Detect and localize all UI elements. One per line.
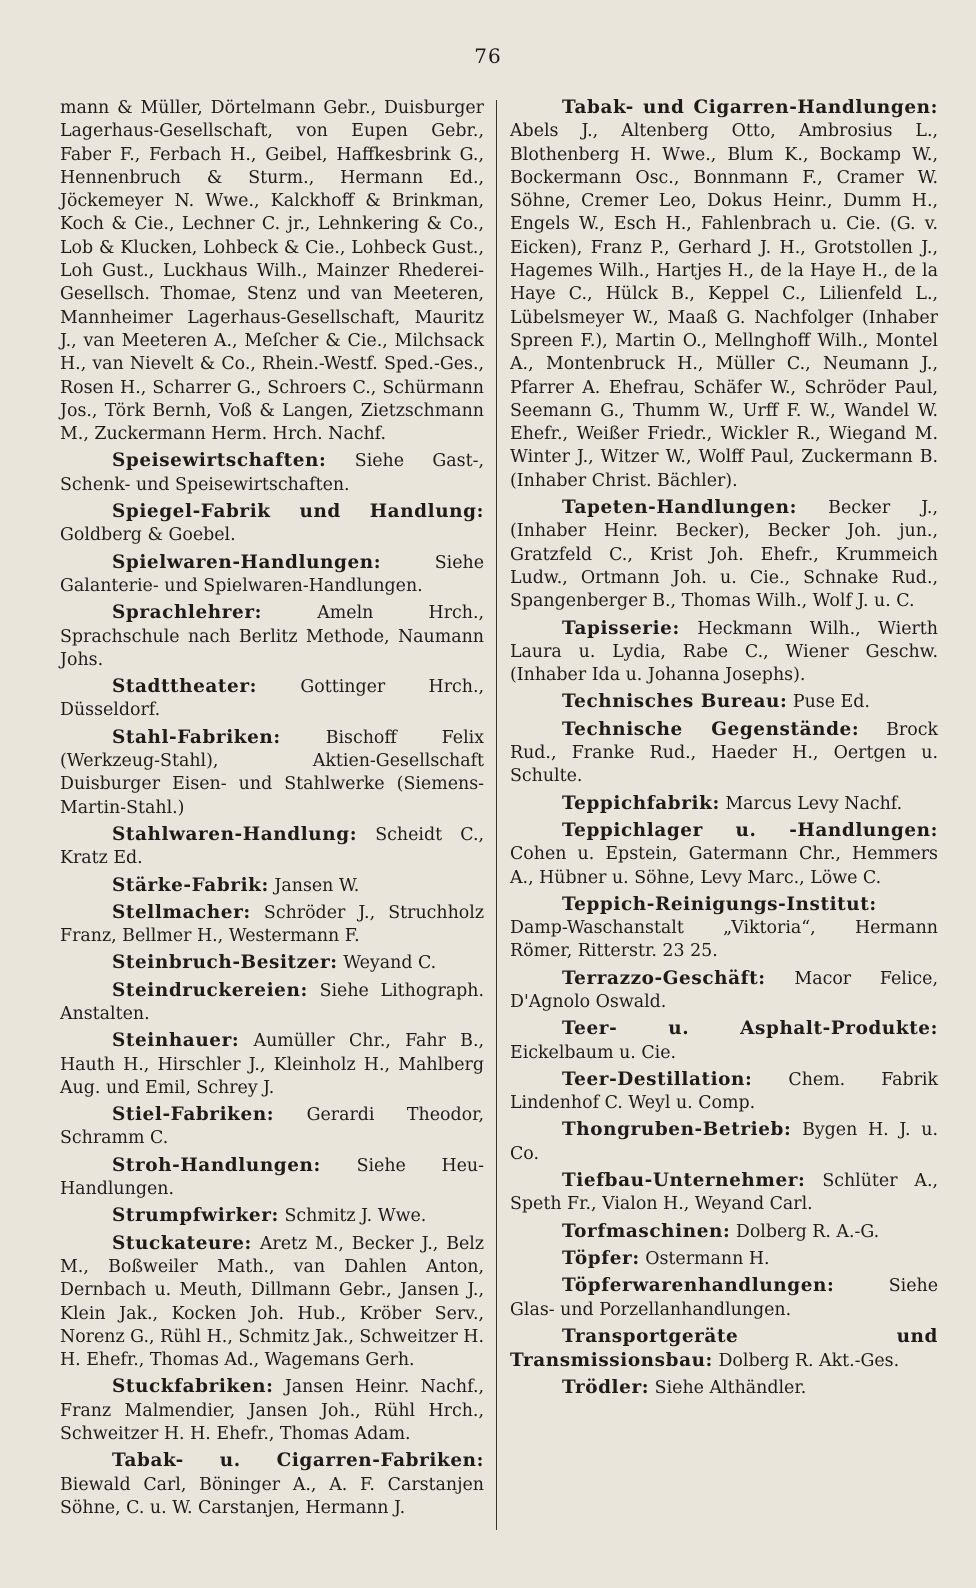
directory-entry xyxy=(60,1029,484,1100)
directory-entry xyxy=(510,1247,938,1271)
directory-entry xyxy=(60,675,484,723)
directory-entry xyxy=(60,1154,484,1202)
entry-text: Cohen u. Epstein, Gatermann Chr., Hemmers A., Hübner u. Söhne, Levy Marc., Löwe C. xyxy=(510,844,938,888)
entry-text: Siehe Glas- und Porzellanhandlungen. xyxy=(510,1276,938,1320)
directory-entry xyxy=(510,1325,938,1374)
directory-entry xyxy=(510,967,938,1015)
category-heading: Teppich-Reinigungs-Institut: xyxy=(562,893,877,915)
entry-text: Eickelbaum u. Cie. xyxy=(510,1042,677,1063)
directory-entry xyxy=(60,979,484,1027)
directory-entry xyxy=(510,1220,938,1244)
directory-entry xyxy=(510,1274,938,1322)
directory-entry xyxy=(510,893,938,964)
directory-entry xyxy=(60,823,484,871)
directory-entry xyxy=(60,951,484,975)
entry-text: Brock Rud., Franke Rud., Haeder H., Oertgen u. Schulte. xyxy=(510,719,938,787)
entry-text: Goldberg & Goebel. xyxy=(60,525,236,546)
category-heading: Steindruckereien: xyxy=(112,979,308,1001)
category-heading: Tapisserie: xyxy=(562,617,680,639)
category-heading: Spielwaren-Handlungen: xyxy=(112,551,382,573)
category-heading: Töpferwarenhandlungen: xyxy=(562,1275,835,1297)
entry-text: Schmitz J. Wwe. xyxy=(284,1206,427,1227)
directory-entry xyxy=(510,1068,938,1116)
entry-text: Scheidt C., Kratz Ed. xyxy=(60,824,484,869)
directory-entry xyxy=(60,1204,484,1228)
category-heading: Sprachlehrer: xyxy=(112,602,263,624)
directory-entry xyxy=(60,1232,484,1373)
category-heading: Thongruben-Betrieb: xyxy=(562,1119,792,1141)
directory-entry xyxy=(60,449,484,497)
entry-text: Gottinger Hrch., Düsseldorf. xyxy=(60,677,485,721)
entry-text: Macor Felice, D'Agnolo Oswald. xyxy=(510,968,938,1012)
category-heading: Töpfer: xyxy=(562,1247,640,1269)
directory-entry xyxy=(510,819,938,890)
directory-entry xyxy=(60,726,484,820)
category-heading: Technisches Bureau: xyxy=(562,691,788,713)
entry-text: Jansen Heinr. Nachf., Franz Malmendier, Jansen Joh., Rühl Hrch., Schweitzer H. H. Ehefr., Thomas Adam. xyxy=(60,1377,485,1445)
entry-text: Siehe Lithograph. Anstalten. xyxy=(60,980,485,1024)
entry-text: Bischoff Felix (Werkzeug-Stahl), Aktien-Gesellschaft Duisburger Eisen- und Stahlwerke (Siemens-Martin-Stahl.) xyxy=(60,727,484,818)
entry-text: Aumüller Chr., Fahr B., Hauth H., Hirschler J., Kleinholz H., Mahlberg Aug. und Emil, Schrey J. xyxy=(60,1031,484,1098)
entry-text: Puse Ed. xyxy=(792,692,870,713)
category-heading: Tabak- und Cigarren-Handlungen: xyxy=(562,97,938,118)
category-heading: Spiegel-Fabrik und Handlung: xyxy=(112,501,484,523)
entry-text: Siehe Althändler. xyxy=(654,1378,807,1399)
category-heading: Stahlwaren-Handlung: xyxy=(112,823,358,845)
entry-text: Marcus Levy Nachf. xyxy=(725,793,903,814)
entry-text: Ameln Hrch., Sprachschule nach Berlitz Methode, Naumann Johs. xyxy=(60,603,484,670)
directory-entry xyxy=(60,96,484,446)
directory-entry xyxy=(510,96,938,493)
category-heading: Teppichlager u. -Handlungen: xyxy=(562,819,938,841)
category-heading: Tiefbau-Unternehmer: xyxy=(562,1170,806,1192)
category-heading: Speisewirtschaften: xyxy=(112,450,327,472)
category-heading: Teer-Destillation: xyxy=(562,1068,753,1090)
category-heading: Stuckateure: xyxy=(112,1232,252,1254)
directory-entry xyxy=(60,1375,484,1446)
entry-text: Dolberg R. A.-G. xyxy=(735,1221,880,1242)
category-heading: Torfmaschinen: xyxy=(562,1220,731,1242)
entry-text: Aretz M., Becker J., Belz M., Boßweiler Math., van Dahlen Anton, Dernbach u. Meuth, Dillmann Gebr., Jansen J., Klein Jak., Kocken Joh. Hub., Kröber Serv., Norenz G., Rühl H., Schmitz Jak., Schweitzer H. H. Ehefr., Thomas Ad., Wagemans Gerh. xyxy=(60,1233,484,1371)
category-heading: Stärke-Fabrik: xyxy=(112,874,269,896)
directory-entry xyxy=(510,496,938,613)
page-number: 76 xyxy=(474,44,502,68)
directory-entry xyxy=(510,690,938,714)
entry-text: Schröder J., Struchholz Franz, Bellmer H., Westermann F. xyxy=(60,902,484,947)
category-heading: Tapeten-Handlungen: xyxy=(562,497,797,519)
entry-text: Chem. Fabrik Lindenhof C. Weyl u. Comp. xyxy=(510,1069,938,1114)
directory-entry xyxy=(60,500,484,548)
entry-text: Biewald Carl, Böninger A., A. F. Carstanjen Söhne, C. u. W. Carstanjen, Hermann J. xyxy=(60,1474,484,1518)
entry-text: Siehe Heu-Handlungen. xyxy=(60,1155,485,1200)
entry-text: Becker J., (Inhaber Heinr. Becker), Becker Joh. jun., Gratzfeld C., Krist Joh. Ehefr., Krummeich Ludw., Ortmann Joh. u. Cie., Schnake Rud., Spangenberger B., Thomas Wilh., Wolf J. u. C. xyxy=(510,498,938,612)
entry-text: mann & Müller, Dörtelmann Gebr., Duisburger Lagerhaus-Gesellschaft, von Eupen Gebr., Faber F., Ferbach H., Geibel, Haffkesbrink G., Hennenbruch & Sturm., Hermann Ed., Jöckemeyer N. Wwe., Kalckhoff & Brinkman, Koch & Cie., Lechner C. jr., Lehnkering & Co., Lob & Klucken, Lohbeck & Cie., Lohbeck Gust., Loh Gust., Luckhaus Wilh., Mainzer Rhederei-Gesellsch. Thomae, Stenz und van Meeteren, Mannheimer Lagerhaus-Gesellschaft, Mauritz J., van Meeteren A., Meſcher & Cie., Milchsack H., van Nievelt & Co., Rhein.-Westf. Sped.-Ges., Rosen H., Scharrer G., Schroers C., Schürmann Jos., Törk Bernh, Voß & Langen, Zietzschmann M., Zuckermann Herm. Hrch. Nachf. xyxy=(60,98,484,445)
category-heading: Technische Gegenstände: xyxy=(562,718,860,740)
entry-text: Jansen W. xyxy=(274,875,360,896)
category-heading: Stroh-Handlungen: xyxy=(112,1154,321,1176)
entry-text: Dolberg R. Akt.-Ges. xyxy=(718,1351,900,1372)
category-heading: Trödler: xyxy=(562,1377,650,1399)
category-heading: Stiel-Fabriken: xyxy=(112,1104,275,1126)
entry-text: Weyand C. xyxy=(343,953,437,974)
directory-entry xyxy=(510,718,938,789)
directory-entry xyxy=(60,551,484,599)
category-heading: Teppichfabrik: xyxy=(562,792,720,814)
category-heading: Steinbruch-Besitzer: xyxy=(112,952,338,974)
directory-entry xyxy=(60,601,484,672)
entry-text: Ostermann H. xyxy=(645,1248,770,1269)
entry-text: Gerardi Theodor, Schramm C. xyxy=(60,1105,484,1149)
directory-entry xyxy=(510,1017,938,1065)
directory-entry xyxy=(510,1118,938,1166)
directory-entry xyxy=(510,1169,938,1217)
entry-text: Heckmann Wilh., Wierth Laura u. Lydia, Rabe C., Wiener Geschw. (Inhaber Ida u. Johanna Josephs). xyxy=(510,618,938,686)
right-column xyxy=(510,96,938,1404)
entry-text: Siehe Galanterie- und Spielwaren-Handlungen. xyxy=(60,552,484,596)
directory-entry xyxy=(510,617,938,688)
category-heading: Stahl-Fabriken: xyxy=(112,726,281,748)
left-column xyxy=(60,96,484,1523)
category-heading: Stuckfabriken: xyxy=(112,1376,274,1398)
directory-entry xyxy=(60,874,484,898)
directory-entry xyxy=(510,1376,938,1400)
category-heading: Strumpfwirker: xyxy=(112,1205,279,1227)
category-heading: Terrazzo-Geschäft: xyxy=(562,967,766,989)
directory-entry xyxy=(60,1103,484,1151)
entry-text: Schlüter A., Speth Fr., Vialon H., Weyand Carl. xyxy=(510,1171,939,1215)
column-divider xyxy=(496,100,497,1530)
category-heading: Stadttheater: xyxy=(112,676,258,698)
entry-text: Siehe Gast-, Schenk- und Speisewirtschaften. xyxy=(60,451,484,495)
entry-text: Damp-Waschanstalt „Viktoria“, Hermann Römer, Ritterstr. 23 25. xyxy=(510,918,938,962)
directory-entry xyxy=(60,901,484,949)
entry-text: Bygen H. J. u. Co. xyxy=(510,1120,938,1164)
directory-entry xyxy=(60,1449,484,1520)
directory-entry xyxy=(510,792,938,816)
category-heading: Steinhauer: xyxy=(112,1030,240,1052)
category-heading: Tabak- u. Cigarren-Fabriken: xyxy=(112,1450,484,1472)
category-heading: Stellmacher: xyxy=(112,901,251,923)
category-heading: Transportgeräte und Transmissionsbau: xyxy=(510,1325,938,1372)
category-heading: Teer- u. Asphalt-Produkte: xyxy=(562,1018,938,1040)
entry-text: Abels J., Altenberg Otto, Ambrosius L., Blothenberg H. Wwe., Blum K., Bockamp W., Bockermann Osc., Bonnmann F., Cramer W. Söhne, Cremer Leo, Dokus Heinr., Dumm H., Engels W., Esch H., Fahlenbrach u. Cie. (G. v. Eicken), Franz P., Gerhard J. H., Grotstollen J., Hagemes Wilh., Hartjes H., de la Haye H., de la Haye C., Hülck B., Keppel C., Lilienfeld L., Lübelsmeyer W., Maaß G. Nachfolger (Inhaber Spreen F.), Martin O., Mellnghoff Wilh., Montel A., Montenbruck H., Müller C., Neumann J., Pfarrer A. Ehefrau, Schäfer W., Schröder Paul, Seemann G., Thumm W., Urff F. W., Wandel W. Ehefr., Weißer Friedr., Wickler R., Wiegand M. Winter J., Witzer W., Wolff Paul, Zuckermann B. (Inhaber Christ. Bächler). xyxy=(510,121,938,491)
